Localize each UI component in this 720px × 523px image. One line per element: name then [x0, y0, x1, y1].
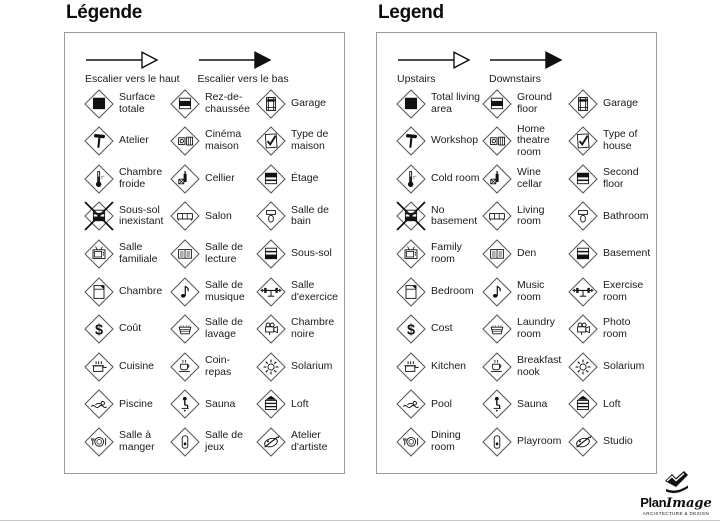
legend-item-wine-cellar [482, 164, 568, 194]
legend-item-label: Sauna [205, 397, 236, 410]
stairs-down-arrow-icon [489, 49, 563, 71]
legend-item-label: Bathroom [603, 209, 649, 222]
legend-item-label: Coût [119, 322, 142, 335]
legend-panel-fr [64, 2, 345, 474]
panel-box-fr [64, 32, 345, 474]
stairs-up-arrow-icon [397, 49, 471, 71]
legend-item-label: Living room [517, 203, 545, 228]
stairs-up-arrow-label: Escalier vers le haut [85, 72, 180, 85]
legend-item-bathroom [568, 201, 654, 231]
legend-item-label: Garage [603, 96, 639, 109]
legend-item-total-area [396, 89, 482, 119]
legend-item-label: Garage [291, 96, 327, 109]
legend-item-photo-room [568, 314, 654, 344]
svg-text:2°: 2° [412, 174, 417, 180]
bathroom-icon [568, 201, 598, 231]
total-area-icon [84, 89, 114, 119]
legend-item-dining-room [396, 427, 482, 457]
loft-icon [256, 389, 286, 419]
legend-item-label: Workshop [431, 134, 479, 147]
legend-item-cost [396, 314, 482, 344]
legend-item-house-type [256, 126, 342, 156]
living-room-icon [482, 201, 512, 231]
basement-icon [256, 239, 286, 269]
living-room-icon [170, 201, 200, 231]
legend-grid-fr [65, 85, 344, 461]
legend-item-label: Salle de jeux [205, 429, 243, 453]
legend-item-pool [84, 389, 170, 419]
legend-item-label: Cellier [205, 171, 235, 184]
legend-item-label: Cinéma maison [205, 128, 242, 153]
stairs-down-arrow-icon [198, 49, 272, 71]
legend-item-music-room [170, 277, 256, 307]
legend-item-cold-room [396, 164, 482, 194]
legend-item-playroom [482, 427, 568, 457]
legend-item-label: Dining room [431, 429, 461, 453]
arrows-row-en [377, 33, 656, 85]
legend-item-family-room [84, 239, 170, 269]
legend-item-label: Salle d'exercice [291, 278, 338, 303]
legend-item-label: Surface totale [119, 90, 156, 115]
legend-item-sauna [482, 389, 568, 419]
ground-floor-icon [170, 89, 200, 119]
legend-item-family-room [396, 239, 482, 269]
legend-item-label: Photo room [603, 316, 631, 341]
legend-item-label: Den [517, 247, 537, 260]
legend-item-label: No basement [431, 203, 478, 228]
legend-item-label: Home theatre room [517, 122, 550, 159]
bedroom-icon [396, 277, 426, 307]
legend-item-label: Chambre noire [291, 316, 335, 341]
legend-item-breakfast-nook [170, 352, 256, 382]
legend-item-label: Exercise room [603, 278, 644, 303]
legend-item-studio [256, 427, 342, 457]
legend-item-label: Type de maison [291, 128, 329, 153]
legend-item-exercise-room [568, 277, 654, 307]
legend-item-label: Chambre [119, 284, 163, 297]
cold-room-icon [396, 164, 426, 194]
kitchen-icon [84, 352, 114, 382]
panel-box-en [376, 32, 657, 474]
legend-item-home-theatre [170, 126, 256, 156]
pool-icon [84, 389, 114, 419]
legend-item-label: Piscine [119, 397, 153, 410]
second-floor-icon [256, 164, 286, 194]
panel-title-fr: Légende [66, 2, 143, 23]
legend-item-label: Kitchen [431, 359, 467, 372]
legend-item-label: Salle à manger [119, 429, 155, 453]
loft-icon [568, 389, 598, 419]
legend-item-label: Breakfast nook [517, 354, 562, 378]
logo-tagline: ARCHITECTURE & DESIGN [642, 511, 710, 516]
legend-item-label: Atelier [119, 134, 149, 147]
legend-item-label: Studio [603, 435, 633, 448]
legend-item-second-floor [568, 164, 654, 194]
legend-item-playroom [170, 427, 256, 457]
svg-text:2°: 2° [100, 174, 105, 180]
dining-room-icon [84, 427, 114, 457]
panel-title-en: Legend [378, 2, 444, 23]
svg-text:$: $ [94, 322, 104, 339]
legend-item-label: Salle de bain [291, 203, 329, 228]
garage-icon [568, 89, 598, 119]
studio-icon [256, 427, 286, 457]
legend-item-ground-floor [482, 89, 568, 119]
arrows-row-fr [65, 33, 344, 85]
studio-icon [568, 427, 598, 457]
stairs-down-arrow-label: Escalier vers le bas [197, 72, 289, 85]
bedroom-icon [84, 277, 114, 307]
exercise-room-icon [256, 277, 286, 307]
legend-item-exercise-room [256, 277, 342, 307]
sauna-icon [170, 389, 200, 419]
stairs-down-arrow-label: Downstairs [489, 72, 541, 85]
stairs-down-arrow-group [198, 49, 289, 85]
legend-item-loft [256, 389, 342, 419]
legend-item-living-room [170, 201, 256, 231]
logo-word-plan: Plan [640, 495, 667, 510]
legend-item-workshop [396, 126, 482, 156]
legend-item-breakfast-nook [482, 352, 568, 382]
logo-wordmark [640, 496, 711, 510]
legend-item-cost [84, 314, 170, 344]
legend-item-dining-room [84, 427, 170, 457]
logo-word-image: Image [666, 496, 712, 511]
music-room-icon [482, 277, 512, 307]
garage-icon [256, 89, 286, 119]
legend-item-label: Sauna [517, 397, 548, 410]
legend-item-photo-room [256, 314, 342, 344]
legend-item-label: Salle de lecture [205, 241, 243, 266]
legend-item-bedroom [396, 277, 482, 307]
stairs-down-arrow-group [489, 49, 563, 85]
legend-item-label: Wine cellar [517, 166, 543, 190]
legend-grid-en [377, 85, 656, 461]
legend-item-bedroom [84, 277, 170, 307]
svg-text:$: $ [406, 322, 416, 339]
legend-item-label: Salle de lavage [205, 316, 243, 341]
legend-item-loft [568, 389, 654, 419]
legend-item-den [170, 239, 256, 269]
house-type-icon [568, 126, 598, 156]
wine-cellar-icon [170, 164, 200, 194]
legend-item-basement [256, 239, 342, 269]
planimage-logo [636, 471, 716, 516]
legend-item-label: Loft [291, 397, 309, 410]
photo-room-icon [256, 314, 286, 344]
legend-item-kitchen [396, 352, 482, 382]
legend-item-label: Solarium [603, 359, 645, 372]
legend-item-label: Salle de musique [205, 278, 245, 303]
legend-item-no-basement [84, 201, 170, 231]
sauna-icon [482, 389, 512, 419]
legend-item-laundry-room [170, 314, 256, 344]
legend-item-label: Rez-de-chaussée [205, 90, 250, 115]
photo-room-icon [568, 314, 598, 344]
kitchen-icon [396, 352, 426, 382]
exercise-room-icon [568, 277, 598, 307]
legend-item-workshop [84, 126, 170, 156]
legend-item-label: Type of house [603, 128, 638, 153]
legend-item-label: Total living area [431, 90, 481, 115]
workshop-icon [84, 126, 114, 156]
basement-icon [568, 239, 598, 269]
legend-item-basement [568, 239, 654, 269]
legend-item-studio [568, 427, 654, 457]
legend-item-label: Chambre froide [119, 166, 163, 190]
legend-item-label: Solarium [291, 359, 333, 372]
legend-item-ground-floor [170, 89, 256, 119]
playroom-icon [482, 427, 512, 457]
legend-item-label: Laundry room [517, 316, 555, 341]
family-room-icon [84, 239, 114, 269]
legend-item-cold-room [84, 164, 170, 194]
legend-item-label: Pool [431, 397, 453, 410]
ground-floor-icon [482, 89, 512, 119]
legend-item-house-type [568, 126, 654, 156]
legend-item-kitchen [84, 352, 170, 382]
legend-item-label: Sous-sol inexistant [119, 203, 164, 228]
pool-icon [396, 389, 426, 419]
legend-item-home-theatre [482, 124, 568, 159]
no-basement-icon [84, 201, 114, 231]
legend-item-label: Salon [205, 209, 232, 222]
legend-item-garage [568, 89, 654, 119]
second-floor-icon [568, 164, 598, 194]
dining-room-icon [396, 427, 426, 457]
family-room-icon [396, 239, 426, 269]
legend-item-label: Family room [431, 241, 462, 266]
solarium-icon [256, 352, 286, 382]
legend-item-label: Second floor [603, 166, 639, 190]
wine-cellar-icon [482, 164, 512, 194]
stairs-up-arrow-icon [85, 49, 159, 71]
house-type-icon [256, 126, 286, 156]
legend-item-label: Loft [603, 397, 621, 410]
cost-icon [396, 314, 426, 344]
cost-icon [84, 314, 114, 344]
total-area-icon [396, 89, 426, 119]
no-basement-icon [396, 201, 426, 231]
legend-item-total-area [84, 89, 170, 119]
legend-item-label: Ground floor [517, 90, 553, 115]
legend-item-sauna [170, 389, 256, 419]
legend-item-label: Basement [603, 247, 651, 260]
laundry-room-icon [170, 314, 200, 344]
legend-item-den [482, 239, 568, 269]
bottom-rule [0, 520, 720, 521]
music-room-icon [170, 277, 200, 307]
legend-item-no-basement [396, 201, 482, 231]
legend-item-living-room [482, 201, 568, 231]
legend-item-wine-cellar [170, 164, 256, 194]
solarium-icon [568, 352, 598, 382]
legend-item-label: Cost [431, 322, 453, 335]
den-icon [482, 239, 512, 269]
den-icon [170, 239, 200, 269]
cold-room-icon [84, 164, 114, 194]
legend-panel-en [376, 2, 657, 474]
breakfast-nook-icon [482, 352, 512, 382]
legend-item-garage [256, 89, 342, 119]
stairs-up-arrow-group [397, 49, 471, 85]
logo-checkmark-icon [661, 471, 691, 495]
home-theatre-icon [170, 126, 200, 156]
legend-item-label: Coin-repas [205, 354, 232, 378]
workshop-icon [396, 126, 426, 156]
stairs-up-arrow-label: Upstairs [397, 72, 436, 85]
legend-item-solarium [568, 352, 654, 382]
legend-item-solarium [256, 352, 342, 382]
legend-item-label: Cold room [431, 171, 480, 184]
stairs-up-arrow-group [85, 49, 180, 85]
legend-item-label: Playroom [517, 435, 562, 448]
legend-item-label: Bedroom [431, 284, 474, 297]
legend-item-label: Salle familiale [119, 241, 158, 266]
legend-item-pool [396, 389, 482, 419]
playroom-icon [170, 427, 200, 457]
legend-item-label: Étage [291, 171, 319, 184]
legend-item-laundry-room [482, 314, 568, 344]
legend-item-label: Sous-sol [291, 247, 332, 260]
legend-item-bathroom [256, 201, 342, 231]
breakfast-nook-icon [170, 352, 200, 382]
home-theatre-icon [482, 126, 512, 156]
legend-item-label: Atelier d'artiste [291, 429, 328, 453]
laundry-room-icon [482, 314, 512, 344]
legend-item-music-room [482, 277, 568, 307]
legend-item-label: Music room [517, 278, 545, 303]
legend-item-second-floor [256, 164, 342, 194]
bathroom-icon [256, 201, 286, 231]
legend-item-label: Cuisine [119, 359, 155, 372]
